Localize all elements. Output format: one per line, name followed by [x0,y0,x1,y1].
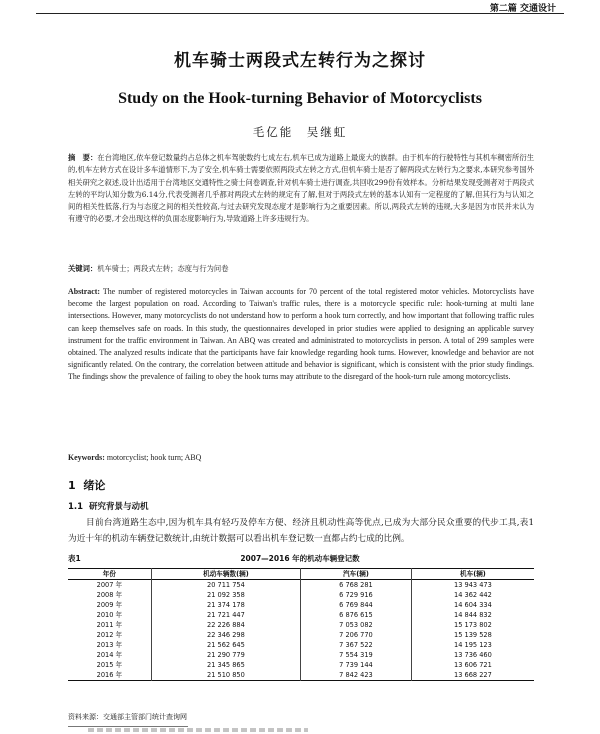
table-cell: 7 554 319 [301,650,412,660]
table-cell: 7 053 082 [301,620,412,630]
table-cell: 7 739 144 [301,660,412,670]
subsection-heading-1-1 [68,500,149,512]
table-cell: 7 842 423 [301,670,412,681]
abstract-cn-label: 摘 要： [68,153,98,162]
table-row [68,600,534,610]
table-cell: 22 226 884 [151,620,300,630]
table-cell: 6 876 615 [301,610,412,620]
table-cell: 2010 年 [96,611,123,619]
vehicle-registration-table [68,568,534,681]
table-cell: 15 139 528 [411,630,534,640]
abstract-en-label: Abstract: [68,287,100,296]
table-label: 表1 [68,554,81,563]
table-cell: 21 345 865 [151,660,300,670]
table-cell: 13 668 227 [411,670,534,681]
abstract-en [68,286,534,384]
table-cell: 14 362 442 [411,590,534,600]
table-cell: 7 206 770 [301,630,412,640]
table-cell: 2007 年 [96,581,123,589]
table-header-cell: 汽车(辆) [301,569,412,580]
table-cell: 22 346 298 [151,630,300,640]
table-cell: 21 290 779 [151,650,300,660]
table-cell: 21 562 645 [151,640,300,650]
table-cell: 21 374 178 [151,600,300,610]
table-header-cell: 机动车辆数(辆) [151,569,300,580]
table-cell: 13 606 721 [411,660,534,670]
running-title: 第二篇 交通设计 [489,4,556,14]
table-row [68,590,534,600]
table-cell: 20 711 754 [151,580,300,591]
section-title: 绪论 [83,479,106,492]
table-cell: 21 721 447 [151,610,300,620]
table-title: 2007—2016 年的机动车辆登记数 [240,554,360,563]
table-cell: 2009 年 [96,601,123,609]
keywords-cn [68,264,534,274]
running-header [0,0,600,14]
abstract-cn [68,152,534,226]
table-cell: 15 173 802 [411,620,534,630]
table-cell: 6 768 281 [301,580,412,591]
keywords-en-label: Keywords: [68,453,105,462]
keywords-en-text: motorcyclist; hook turn; ABQ [106,453,202,462]
authors: 毛亿能 吴继虹 [252,125,348,139]
table-cell: 14 604 334 [411,600,534,610]
keywords-cn-text: 机车骑士；两段式左转；态度与行为问卷 [97,264,229,273]
table-cell: 7 367 522 [301,640,412,650]
table-cell: 13 943 473 [411,580,534,591]
table-cell: 2011 年 [96,621,123,629]
table-cell: 2013 年 [96,641,123,649]
table-cell: 2014 年 [96,651,123,659]
paper-title-en: Study on the Hook-turning Behavior of Motorcyclists [118,90,482,107]
table-header-cell: 机车(辆) [411,569,534,580]
body-paragraph: 目前台湾道路生态中,因为机车具有轻巧及停车方便、经济且机动性高等优点,已成为大部分民众重要的代步工具,表1为近十年的机动车辆登记数统计,由统计数据可以看出机车登记数一直都占约七成的比例。 [68,518,534,544]
table-cell: 13 736 460 [411,650,534,660]
table-cell: 14 844 832 [411,610,534,620]
keywords-en [68,453,534,462]
keywords-cn-label: 关键词： [68,264,98,273]
footnote-text-fragment [88,728,308,732]
table-row [68,580,534,591]
table-row [68,650,534,660]
table-cell: 21 092 358 [151,590,300,600]
table-source-note: 资料来源：交通部主管部门统计查询网 [68,713,187,721]
table-row [68,610,534,620]
table-header-row [68,569,534,580]
subsection-title: 研究背景与动机 [88,502,149,512]
header-rule [36,13,564,14]
table-cell: 2016 年 [96,671,123,679]
abstract-en-text: The number of registered motorcycles in Taiwan accounts for 70 percent of the total registered motor vehicles. Motorcyclists have become the largest population on road. According to Taiwan's traffic rules, there is a motorcycle specific rule: hook-turning at multi lane intersections. However, many motorcyclists do not understand how to perform a hook turn correctly, and how important that following traffic rules can keep themselves safe on roads. In this study, the questionnaires developed in prior studies were applied to designing an applicable survey instrument for the traffic environment in Taiwan. An ABQ was created and administrated to motorcyclists in person. A total of 299 samples were obtained. The analyzed results indicate that the participants have fair knowledge regarding hook turns. However, knowledge and behavior are not significantly related. On the contrary, the correlation between attitude and behavior is significant, which is consistent with the prior study findings. The findings show the prevalence of failing to obey the hook turns may attribute to the disregard of the hook-turn rule among motorcyclists. [68,287,534,382]
table-row [68,660,534,670]
table-header-cell: 年份 [102,570,116,578]
table-cell: 14 195 123 [411,640,534,650]
footnote-rule [68,726,188,727]
table-cell: 6 769 844 [301,600,412,610]
table-row [68,630,534,640]
abstract-cn-text: 在台湾地区,依车登记数量约占总体之机车驾驶数约七成左右,机车已成为道路上最庞大的族群。由于机车的行驶特性与其机车稠密所衍生的,机车左转方式在设计多车道情形下,为了安全,机车骑士需要依照两段式左转之方式,但机车骑士是否了解两段式左转行为之要求,本研究参考国外相关研究之叙述,设计出适用于台湾地区交通特性之骑士问卷调查,针对机车骑士进行调查,共回收299份有效样本。分析结果发现受测者对于两段式左转的平均认知分数为6.14分,代表受测者几乎都对两段式左转的规定有了解,但对于两段式左转的基本认知有一定程度的了解,但其行为与认知之间的相关性低落,行为与态度之间的相关性较高,与过去研究发现态度才是影响行为之重要因素。所以,两段式左转的违规,大多是因为市民并未认为有遵守的必要,才会出现这样的负面态度影响行为,导致道路上许多违规行为。 [68,153,534,224]
subsection-number: 1.1 [68,502,84,512]
section-heading-1 [68,477,105,493]
table-cell: 2008 年 [96,591,123,599]
table-cell: 2015 年 [96,661,123,669]
table-cell: 21 510 850 [151,670,300,681]
table-row [68,620,534,630]
paper-title-cn: 机车骑士两段式左转行为之探讨 [174,51,426,71]
section-number: 1 [68,479,76,492]
table-row [68,670,534,681]
table-cell: 6 729 916 [301,590,412,600]
table-row [68,640,534,650]
table-cell: 2012 年 [96,631,123,639]
